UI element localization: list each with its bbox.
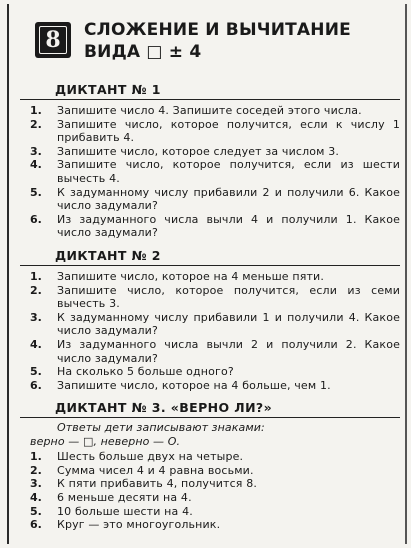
item-number: 4. [30,337,42,351]
item-text: Из задуманного числа вычли 4 и получили 1. Какое число задумали? [57,212,400,240]
dictation-list [20,270,400,392]
item-number: 2. [30,117,42,131]
item-number: 1. [30,270,42,283]
item-number: 1. [30,450,42,464]
chapter-emblem-icon [35,22,71,58]
dictation-2 [20,248,400,392]
item-number: 5. [30,365,42,379]
item-text: 6 меньше десяти на 4. [57,490,192,504]
item-number: 3. [30,310,42,324]
item-text: 10 больше шести на 4. [57,504,193,518]
dictation-list [20,104,400,240]
item-text: К пяти прибавить 4, получится 8. [57,477,258,491]
item-number: 5. [30,185,42,199]
item-text: Запишите число, которое следует за числом 3. [57,144,340,158]
item-number: 4. [30,490,42,504]
list-item [20,491,400,505]
list-item [20,118,400,145]
right-border [405,4,407,544]
item-number: 6. [30,378,42,392]
item-number: 6. [30,212,42,226]
list-item [20,365,400,379]
list-item [20,186,400,213]
list-item [20,379,400,393]
dictation-heading: ДИКТАНТ № 3. «ВЕРНО ЛИ?» [20,400,400,418]
page-title [84,19,384,63]
item-number: 6. [30,518,42,532]
dictation-heading: ДИКТАНТ № 2 [20,248,400,266]
list-item [20,450,400,464]
list-item [20,464,400,478]
list-item [20,104,400,118]
item-text: Запишите число 4. Запишите соседей этого числа. [57,104,362,117]
dictation-list [20,450,400,532]
dictation-1 [20,82,400,240]
list-item [20,270,400,284]
item-text: Запишите число, которое получится, если из шести вычесть 4. [57,158,400,185]
item-text: Запишите число, которое на 4 больше, чем 1. [57,378,331,392]
list-item [20,311,400,338]
answer-symbols-legend: верно — □, неверно — О. [30,434,181,448]
list-item [20,145,400,159]
item-text: К задуманному числу прибавили 2 и получили 6. Какое число задумали? [57,185,400,213]
item-number: 2. [30,463,42,477]
item-number: 2. [30,283,42,297]
item-text: Запишите число, которое получится, если к числу 1 прибавить 4. [57,117,400,145]
dictation-3 [20,400,400,532]
list-item [20,338,400,365]
dictation-heading: ДИКТАНТ № 1 [20,82,400,100]
item-text: К задуманному числу прибавили 1 и получили 4. Какое число задумали? [57,310,400,338]
item-text: Сумма чисел 4 и 4 равна восьми. [57,463,254,477]
list-item [20,477,400,491]
item-text: Из задуманного числа вычли 2 и получили 2. Какое число задумали? [57,337,400,365]
left-border [7,4,9,544]
item-number: 5. [30,504,42,518]
item-text: Круг — это многоугольник. [57,518,221,532]
title-line-1: СЛОЖЕНИЕ И ВЫЧИТАНИЕ [84,20,351,40]
title-line-2: ВИДА □ ± 4 [84,42,202,62]
item-number: 3. [30,477,42,491]
list-item [20,518,400,532]
list-item [20,213,400,240]
item-text: Запишите число, которое получится, если из семи вычесть 3. [57,283,400,311]
item-number: 4. [30,158,42,172]
item-number: 3. [30,144,42,158]
chapter-number: 8 [39,26,67,54]
list-item [20,505,400,519]
dictation-instruction: Ответы дети записывают знаками: [57,421,265,434]
item-text: Запишите число, которое на 4 меньше пяти. [57,270,324,283]
list-item [20,284,400,311]
list-item [20,158,400,185]
item-text: Шесть больше двух на четыре. [57,450,244,464]
item-text: На сколько 5 больше одного? [57,365,234,379]
item-number: 1. [30,104,42,117]
